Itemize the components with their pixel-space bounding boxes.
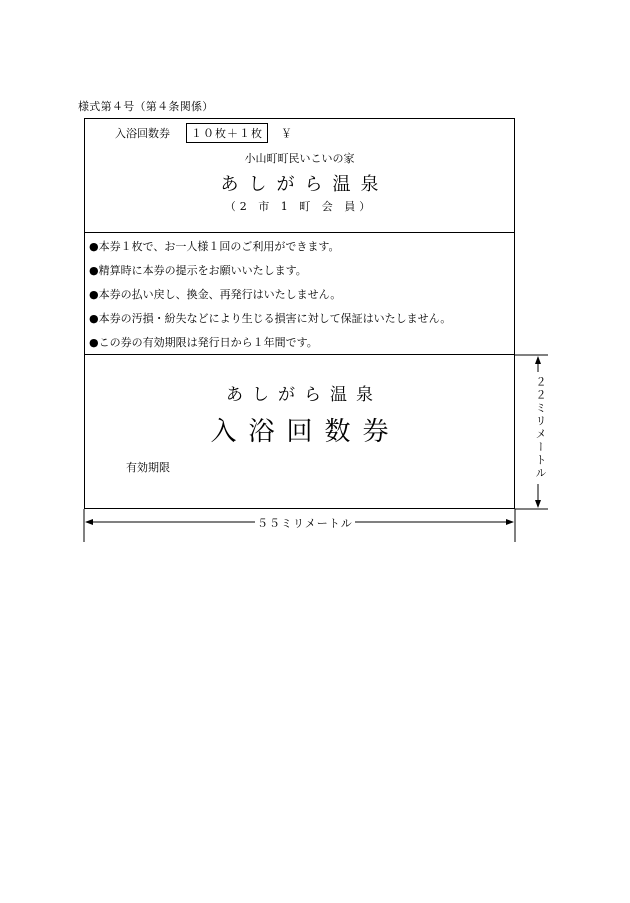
validity-label: 有効期限 [126, 461, 170, 474]
yen-sign: ￥ [281, 127, 292, 140]
onsen-name: あしがら温泉 [220, 174, 389, 195]
note-item: ●本券１枚で、お一人様１回のご利用ができます。 [89, 240, 340, 253]
back-title: 入浴回数券 [210, 417, 401, 447]
form-number: 様式第４号（第４条関係） [78, 100, 214, 113]
member-note: （2 市 1 町 会 員） [224, 200, 375, 213]
height-label: ２２ミリメートル [528, 372, 548, 484]
height-arrow-top [535, 356, 541, 364]
note-item: ●精算時に本券の提示をお願いいたします。 [89, 264, 307, 277]
back-onsen-name: あしがら温泉 [226, 385, 382, 405]
height-arrow-bottom [535, 500, 541, 508]
ticket-count-box: １０枚＋１枚 [186, 123, 268, 143]
width-arrow-right [506, 519, 514, 525]
width-label: ５５ミリメートル [257, 517, 353, 530]
note-item: ●本券の払い戻し、換金、再発行はいたしません。 [89, 288, 342, 301]
ticket-label: 入浴回数券 [115, 127, 170, 140]
note-item: ●本券の汚損・紛失などにより生じる損害に対して保証はいたしません。 [89, 312, 452, 325]
facility-name: 小山町町民いこいの家 [244, 152, 355, 165]
width-arrow-left [85, 519, 93, 525]
note-item: ●この券の有効期限は発行日から１年間です。 [89, 336, 318, 349]
